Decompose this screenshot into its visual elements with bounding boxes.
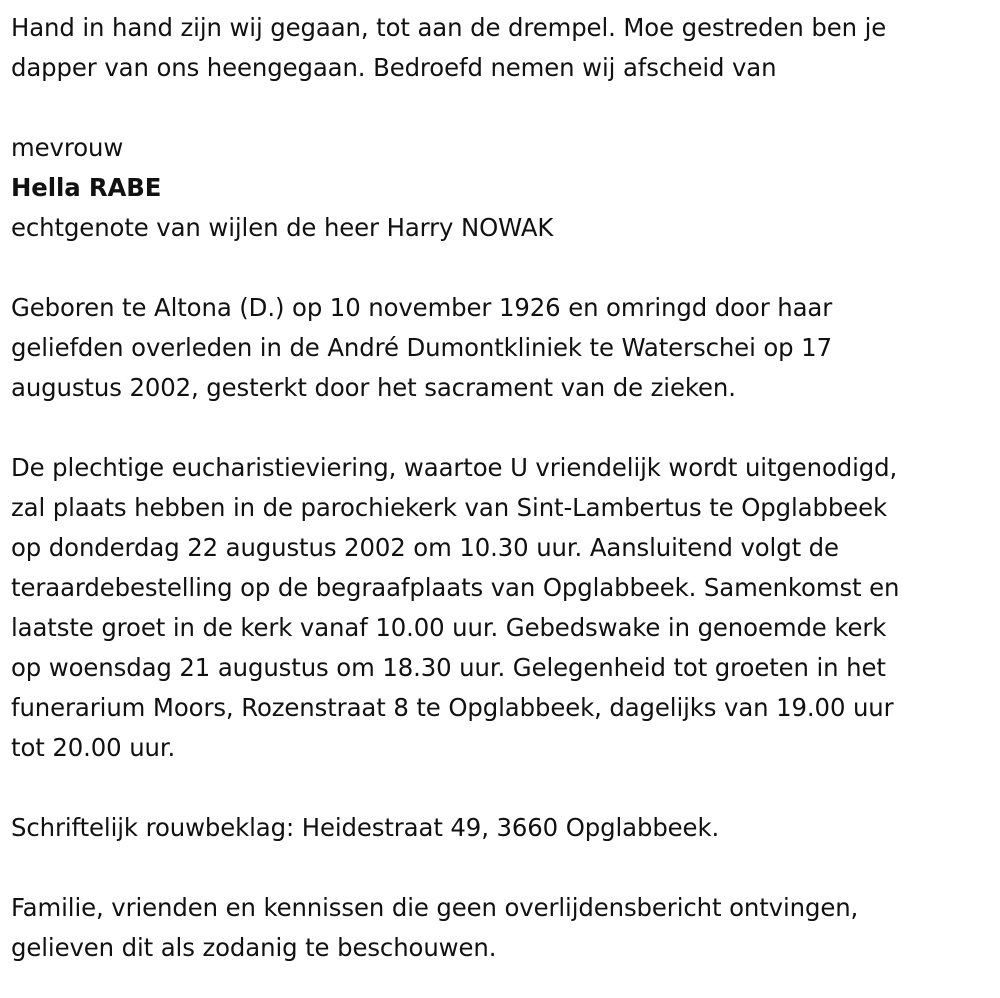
- deceased-block: [11, 128, 1000, 248]
- paragraph-spacer: [11, 408, 1000, 448]
- ceremony-line: laatste groet in de kerk vanaf 10.00 uur. Gebedswake in genoemde kerk: [11, 613, 887, 642]
- ceremony-line: De plechtige eucharistieviering, waartoe U vriendelijk wordt uitgenodigd,: [11, 453, 898, 482]
- deceased-name: Hella RABE: [11, 173, 162, 202]
- ceremony-paragraph: [11, 448, 1000, 768]
- paragraph-spacer: [11, 768, 1000, 808]
- ceremony-line: teraardebestelling op de begraafplaats van Opglabbeek. Samenkomst en: [11, 573, 900, 602]
- paragraph-spacer: [11, 848, 1000, 888]
- honorific: mevrouw: [11, 133, 124, 162]
- closing-line: Familie, vrienden en kennissen die geen overlijdensbericht ontvingen,: [11, 893, 859, 922]
- birth-death-line: Geboren te Altona (D.) op 10 november 1926 en omringd door haar: [11, 293, 833, 322]
- ceremony-line: op woensdag 21 augustus om 18.30 uur. Gelegenheid tot groeten in het: [11, 653, 886, 682]
- paragraph-spacer: [11, 88, 1000, 128]
- spouse-relation: echtgenote van wijlen de heer Harry NOWAK: [11, 213, 554, 242]
- ceremony-line: funerarium Moors, Rozenstraat 8 te Opglabbeek, dagelijks van 19.00 uur: [11, 693, 894, 722]
- ceremony-line: op donderdag 22 augustus 2002 om 10.30 uur. Aansluitend volgt de: [11, 533, 839, 562]
- condolence-paragraph: [11, 808, 1000, 848]
- intro-line: Hand in hand zijn wij gegaan, tot aan de drempel. Moe gestreden ben je: [11, 13, 887, 42]
- intro-line: dapper van ons heengegaan. Bedroefd nemen wij afscheid van: [11, 53, 777, 82]
- birth-death-line: augustus 2002, gesterkt door het sacrament van de zieken.: [11, 373, 736, 402]
- ceremony-line: tot 20.00 uur.: [11, 733, 176, 762]
- closing-paragraph: [11, 888, 1000, 968]
- birth-death-line: geliefden overleden in de André Dumontkliniek te Waterschei op 17: [11, 333, 832, 362]
- birth-death-paragraph: [11, 288, 1000, 408]
- ceremony-line: zal plaats hebben in de parochiekerk van Sint-Lambertus te Opglabbeek: [11, 493, 887, 522]
- condolence-address: Schriftelijk rouwbeklag: Heidestraat 49, 3660 Opglabbeek.: [11, 813, 720, 842]
- closing-line: gelieven dit als zodanig te beschouwen.: [11, 933, 497, 962]
- intro-paragraph: [11, 8, 1000, 88]
- paragraph-spacer: [11, 248, 1000, 288]
